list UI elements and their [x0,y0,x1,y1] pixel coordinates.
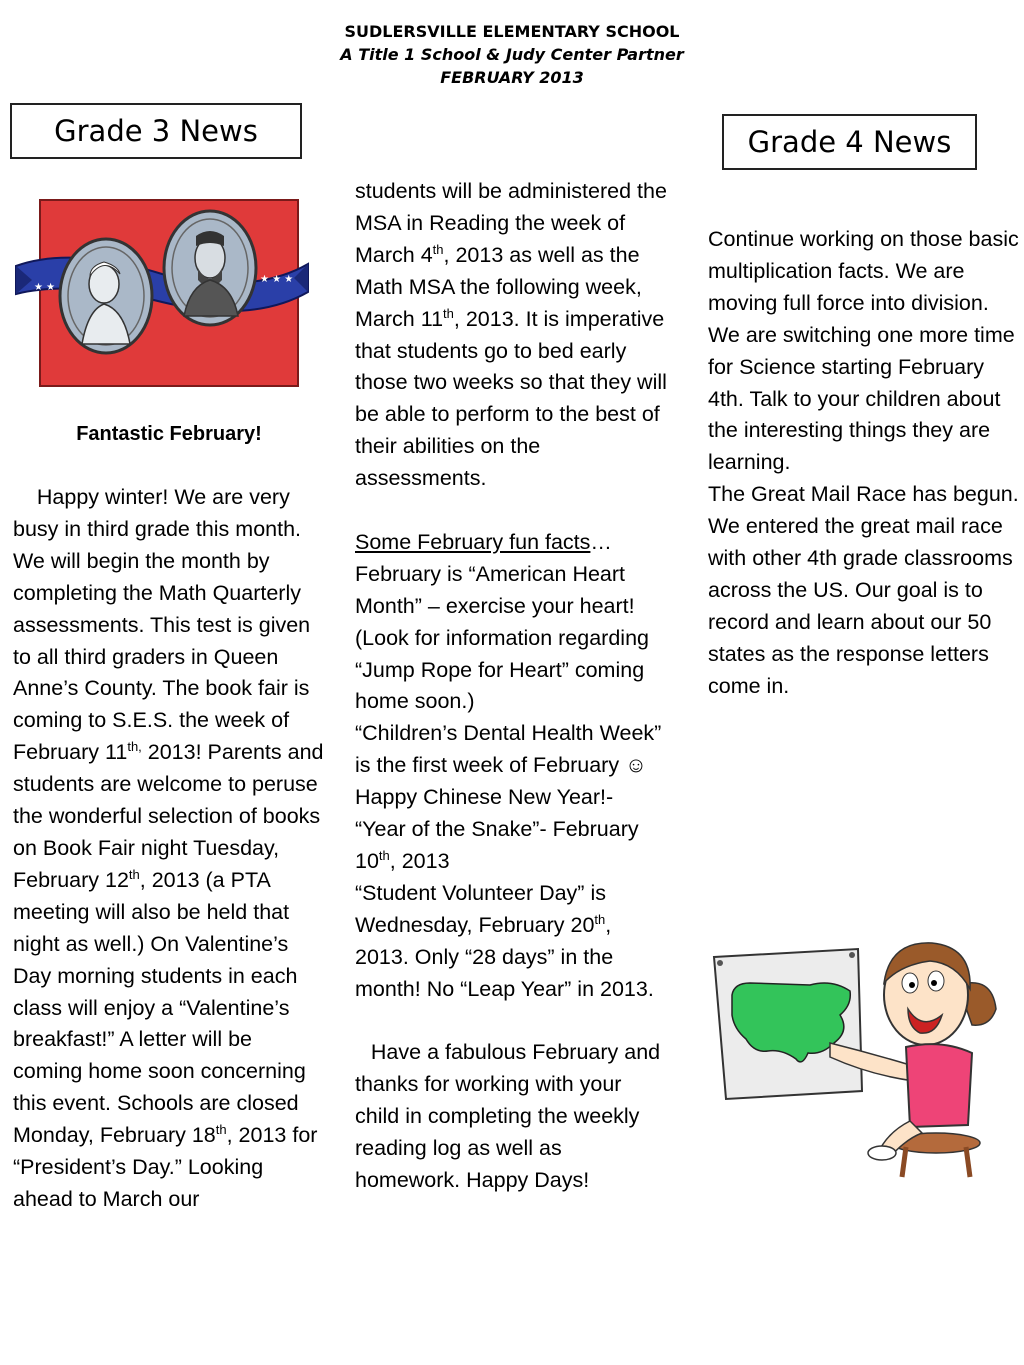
lincoln-coin-icon [164,211,256,325]
grade3-text: , 2013 (a PTA meeting will also be held that night as well.) On Valentine’s Day morning students in each class will enjoy a “Valentine’s breakfast!” A letter will be coming home soon concerning this event. Schools are closed Monday, February 18 [13,867,306,1148]
grade3-column-left [13,482,325,1216]
grade3-text: , 2013 [389,849,450,874]
grade3-column-middle [355,176,667,1197]
grade3-paragraph [13,482,325,1216]
svg-text:★ ★ ★: ★ ★ ★ [260,274,294,285]
superscript: th [594,912,606,928]
grade3-heading: Grade 3 News [10,103,302,159]
fun-fact-item: “Children’s Dental Health Week” is the first week of February ☺ [355,721,662,778]
superscript: th [215,1122,227,1138]
grade4-paragraph: Continue working on those basic multiplication facts. We are moving full force into division. [708,227,1019,315]
fun-fact-item [355,782,667,878]
superscript: th, [127,739,142,755]
presidents-day-clipart [12,196,312,391]
grade3-subheading: Fantastic February! [76,423,262,445]
school-name: SUDLERSVILLE ELEMENTARY SCHOOL [344,22,680,41]
superscript: th [432,242,444,258]
fun-fact-item: February is “American Heart Month” – exercise your heart! (Look for information regarding “Jump Rope for Heart” coming home soon.) [355,561,649,714]
issue-date: FEBRUARY 2013 [440,68,584,87]
girl-map-clipart [710,935,1000,1180]
grade4-column [708,224,1020,703]
washington-coin-icon [60,239,152,353]
superscript: th [128,867,140,883]
grade3-text: Happy Chinese New Year!- “Year of the Snake”- February 10 [355,785,639,874]
grade3-text: students will be administered the MSA in Reading the week of March 4 [355,179,667,267]
grade4-paragraph: The Great Mail Race has begun. We entered the great mail race with other 4th grade classrooms across the US. Our goal is to record and learn about our 50 states as the response letters come in. [708,482,1019,698]
grade3-text: , 2013 as well as the Math MSA the following week, March 11 [355,242,642,331]
fun-facts-label: Some February fun facts [355,529,591,554]
grade4-paragraph: We are switching one more time for Science starting February 4th. Talk to your children about the interesting things they are learning. [708,322,1015,475]
spacer [355,1006,667,1038]
superscript: th [378,848,390,864]
ellipsis: … [590,529,612,554]
svg-text:★ ★: ★ ★ [34,282,56,293]
closing-paragraph [355,1037,667,1197]
spacer [355,495,667,527]
newsletter-masthead [0,20,1024,89]
school-tagline: A Title 1 School & Judy Center Partner [340,45,684,64]
us-map-icon [714,949,862,1099]
msa-paragraph [355,176,667,495]
superscript: th [443,305,454,321]
grade3-text: , 2013 for “President’s Day.” Looking ahead to March our [13,1123,318,1211]
grade3-text: Happy winter! We are very busy in third grade this month. We will begin the month by completing the Math Quarterly assessments. This test is given to all third graders in Queen Anne’s County. The book fair is coming to S.E.S. the week of February 11 [13,485,311,765]
grade3-text: 2013! Parents and students are welcome to peruse the wonderful selection of books on Book Fair night Tuesday, February 12 [13,740,324,892]
grade3-text: , 2013. Only “28 days” in the month! No “Leap Year” in 2013. [355,912,654,1001]
grade3-text: Have a fabulous February and thanks for working with your child in completing the weekly reading log as well as homework. Happy Days! [355,1040,661,1193]
grade4-heading: Grade 4 News [722,114,977,170]
grade3-text: “Student Volunteer Day” is Wednesday, February 20 [355,880,606,937]
fun-fact-item [355,878,667,1006]
grade3-text: , 2013. It is imperative that students go to bed early those two weeks so that they will be able to perform to the best of their abilities on the assessments. [355,306,667,491]
fun-facts-heading [355,527,667,559]
